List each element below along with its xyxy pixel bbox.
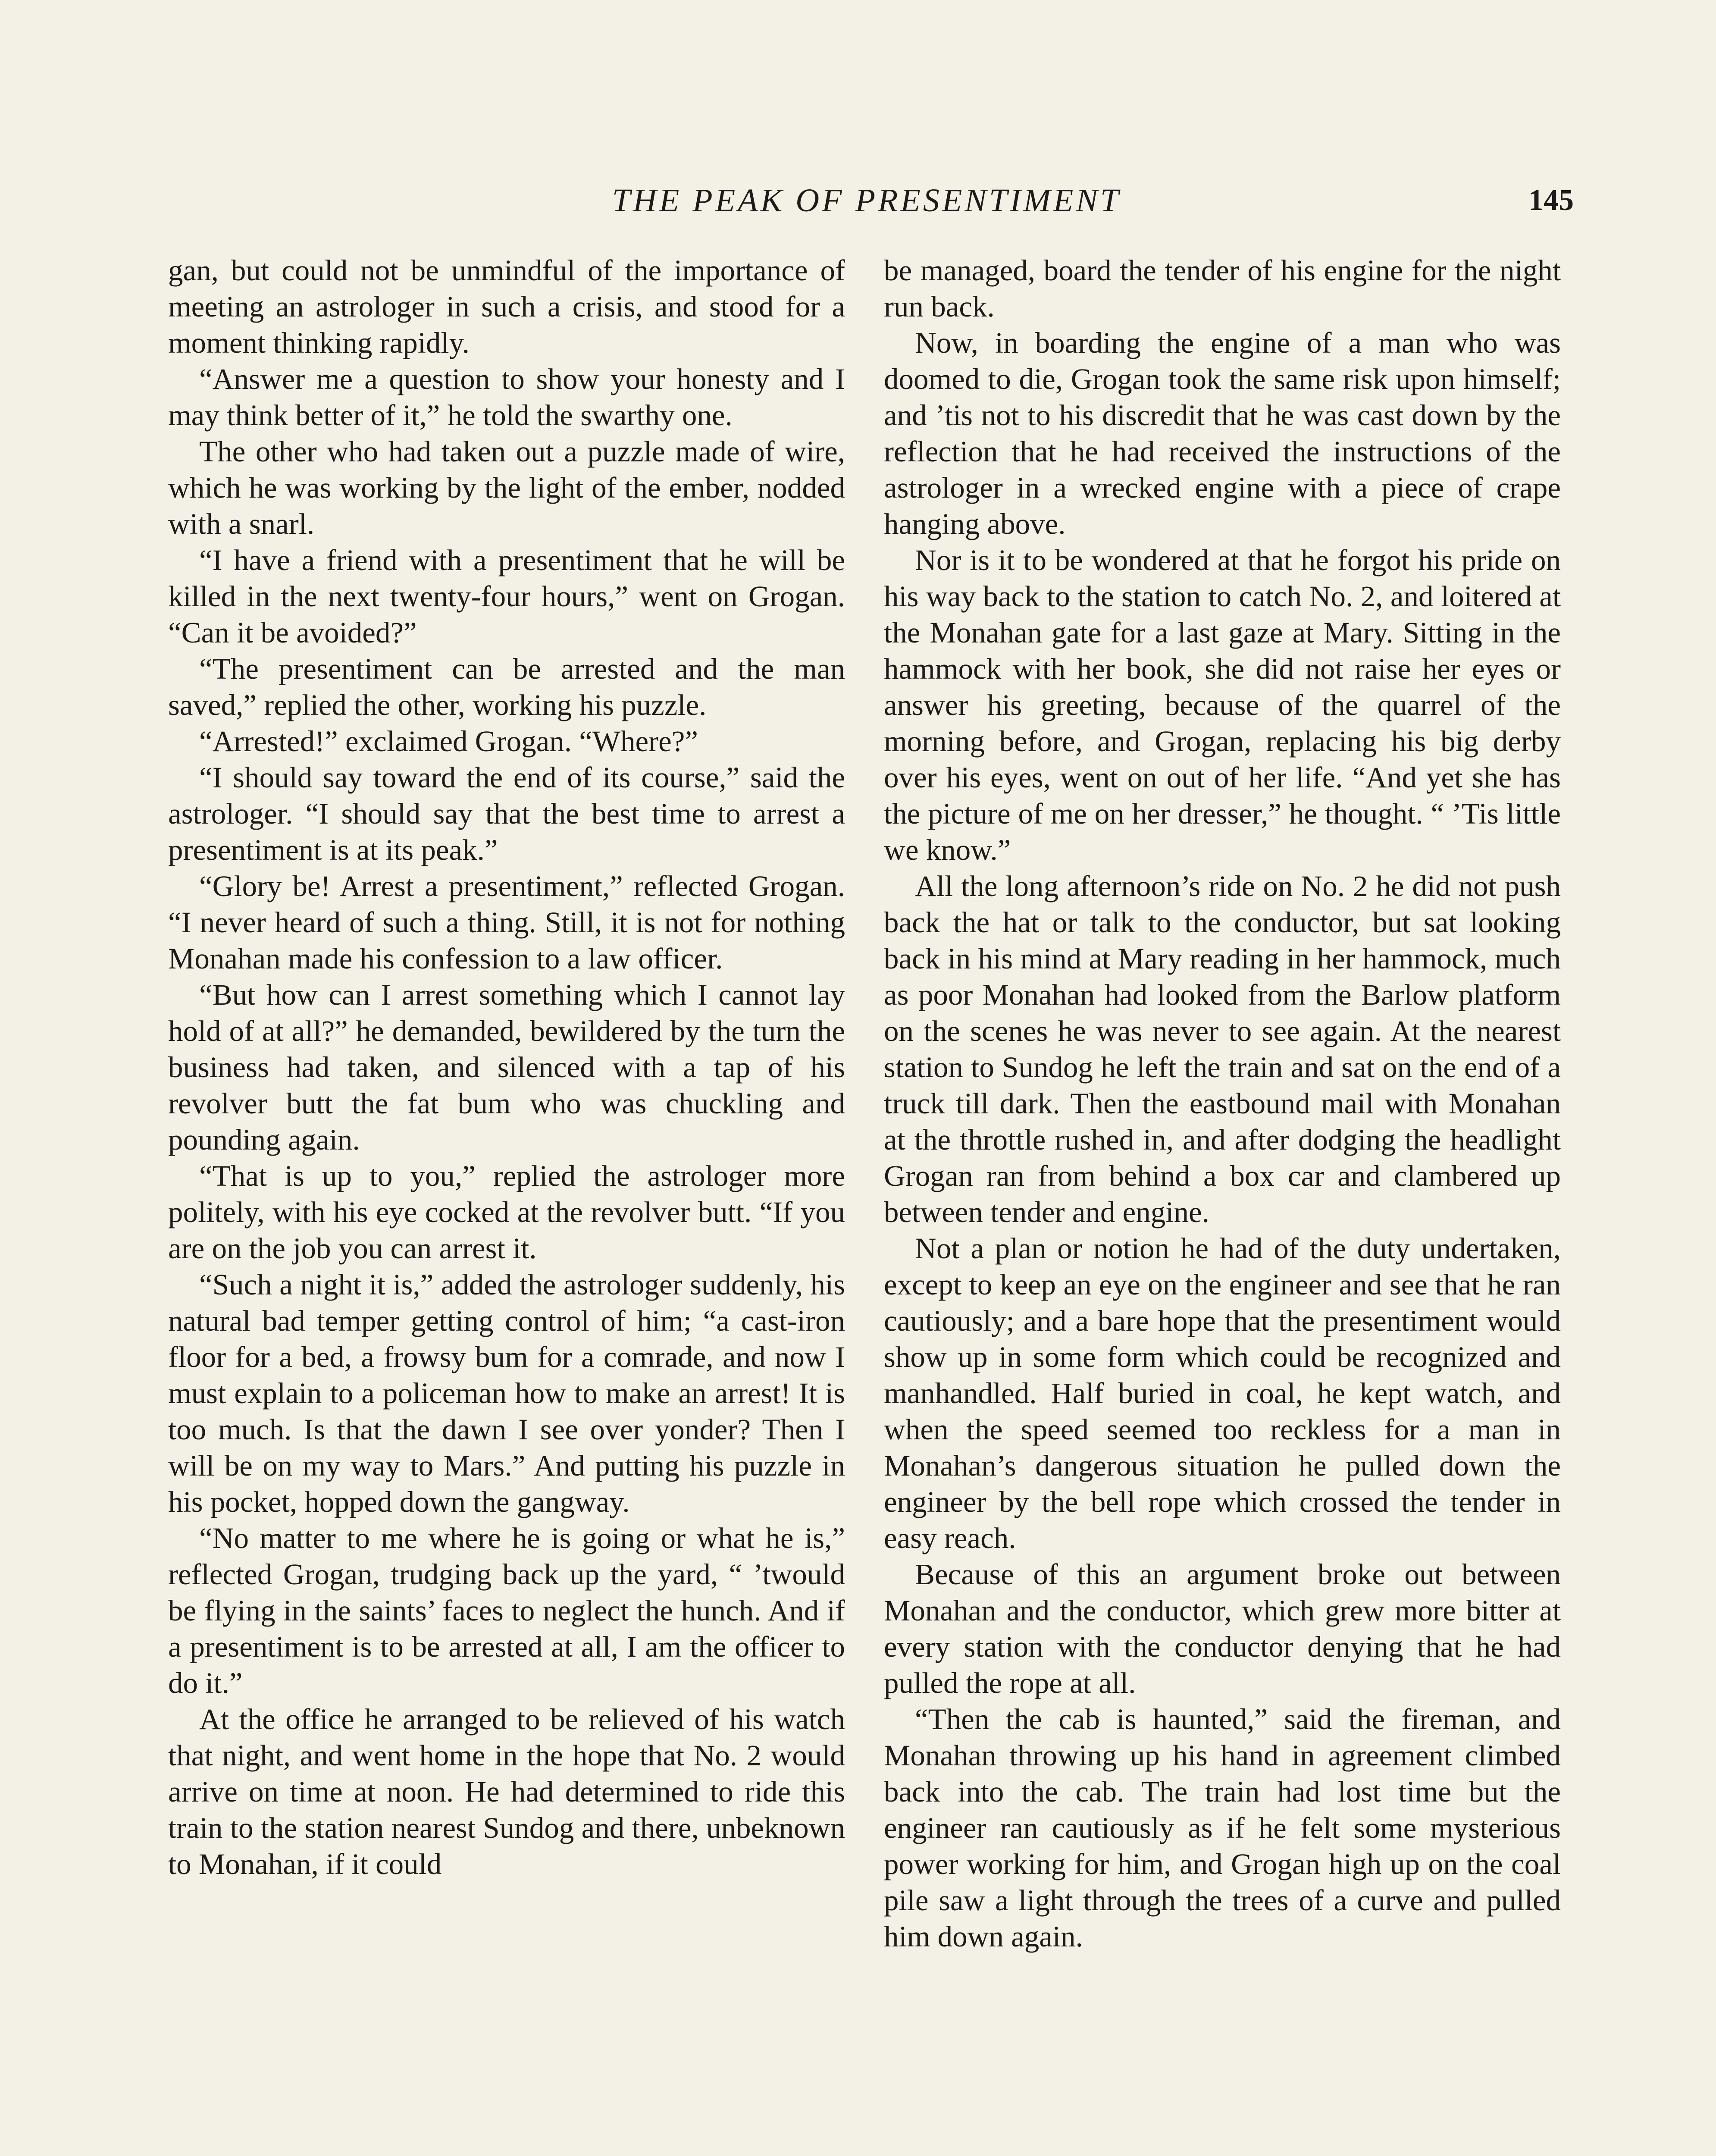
paragraph: The other who had taken out a puzzle made of wire, which he was working by the light of the ember, nodded with a snarl. <box>168 435 845 540</box>
paragraph: “The presentiment can be arrested and the man saved,” replied the other, working his puzzle. <box>168 652 845 721</box>
paragraph: Because of this an argument broke out between Monahan and the conductor, which grew more bitter at every station with the conductor denying that he had pulled the rope at all. <box>884 1558 1561 1699</box>
right-column <box>884 252 1561 2156</box>
paragraph: “I have a friend with a presentiment that he will be killed in the next twenty-four hours,” went on Grogan. “Can it be avoided?” <box>168 544 845 649</box>
paragraph: “Arrested!” exclaimed Grogan. “Where?” <box>199 725 698 758</box>
left-column <box>168 252 845 2156</box>
paragraph: “That is up to you,” replied the astrologer more politely, with his eye cocked at the revolver butt. “If you are on the job you can arrest it. <box>168 1159 845 1265</box>
paragraph: “Such a night it is,” added the astrologer suddenly, his natural bad temper getting control of him; “a cast-iron floor for a bed, a frowsy bum for a comrade, and now I must explain to a policeman how to make an arrest! It is too much. Is that the dawn I see over yonder? Then I will be on my way to Mars.” And putting his puzzle in his pocket, hopped down the gangway. <box>168 1268 845 1518</box>
paragraph: Now, in boarding the engine of a man who was doomed to die, Grogan took the same risk upon himself; and ’tis not to his discredit that he was cast down by the reflection that he had received the instructions of the astrologer in a wrecked engine with a piece of crape hanging above. <box>884 326 1561 540</box>
paragraph: All the long afternoon’s ride on No. 2 he did not push back the hat or talk to the conductor, but sat looking back in his mind at Mary reading in her hammock, much as poor Monahan had looked from the Barlow platform on the scenes he was never to see again. At the nearest station to Sundog he left the train and sat on the end of a truck till dark. Then the eastbound mail with Monahan at the throttle rushed in, and after dodging the headlight Grogan ran from behind a box car and clambered up between tender and engine. <box>884 870 1561 1228</box>
paragraph: Not a plan or notion he had of the duty undertaken, except to keep an eye on the engineer and see that he ran cautiously; and a bare hope that the presentiment would show up in some form which could be recognized and manhandled. Half buried in coal, he kept watch, and when the speed seemed too reckless for a man in Monahan’s dangerous situation he pulled down the engineer by the bell rope which crossed the tender in easy reach. <box>884 1232 1561 1554</box>
paragraph: “Then the cab is haunted,” said the fireman, and Monahan throwing up his hand in agreement climbed back into the cab. The train had lost time but the engineer ran cautiously as if he felt some mysterious power working for him, and Grogan high up on the coal pile saw a light through the trees of a curve and pulled him down again. <box>884 1703 1561 1953</box>
paragraph: “I should say toward the end of its course,” said the astrologer. “I should say that the best time to arrest a presentiment is at its peak.” <box>168 761 845 866</box>
page-number: 145 <box>1528 184 1574 217</box>
paragraph: Nor is it to be wondered at that he forgot his pride on his way back to the station to catch No. 2, and loitered at the Monahan gate for a last gaze at Mary. Sitting in the hammock with her book, she did not raise her eyes or answer his greeting, because of the quarrel of the morning before, and Grogan, replacing his big derby over his eyes, went on out of her life. “And yet she has the picture of me on her dresser,” he thought. “ ’Tis little we know.” <box>884 544 1561 866</box>
page-header <box>168 179 1574 222</box>
paragraph: “But how can I arrest something which I cannot lay hold of at all?” he demanded, bewildered by the turn the business had taken, and silenced with a tap of his revolver butt the fat bum who was chuckling and pounding again. <box>168 978 845 1156</box>
paragraph: gan, but could not be unmindful of the importance of meeting an astrologer in such a crisis, and stood for a moment thinking rapidly. <box>168 254 845 359</box>
paragraph: be managed, board the tender of his engine for the night run back. <box>884 254 1561 323</box>
running-title: THE PEAK OF PRESENTIMENT <box>612 182 1121 219</box>
paragraph: At the office he arranged to be relieved of his watch that night, and went home in the hope that No. 2 would arrive on time at noon. He had determined to ride this train to the station nearest Sundog and there, unbeknown to Monahan, if it could <box>168 1703 845 1880</box>
paragraph: “Glory be! Arrest a presentiment,” reflected Grogan. “I never heard of such a thing. Still, it is not for nothing Monahan made his confession to a law officer. <box>168 870 845 975</box>
paragraph: “Answer me a question to show your honesty and I may think better of it,” he told the swarthy one. <box>168 363 845 432</box>
paragraph: “No matter to me where he is going or what he is,” reflected Grogan, trudging back up the yard, “ ’twould be flying in the saints’ faces to neglect the hunch. And if a presentiment is to be arrested at all, I am the officer to do it.” <box>168 1522 845 1699</box>
